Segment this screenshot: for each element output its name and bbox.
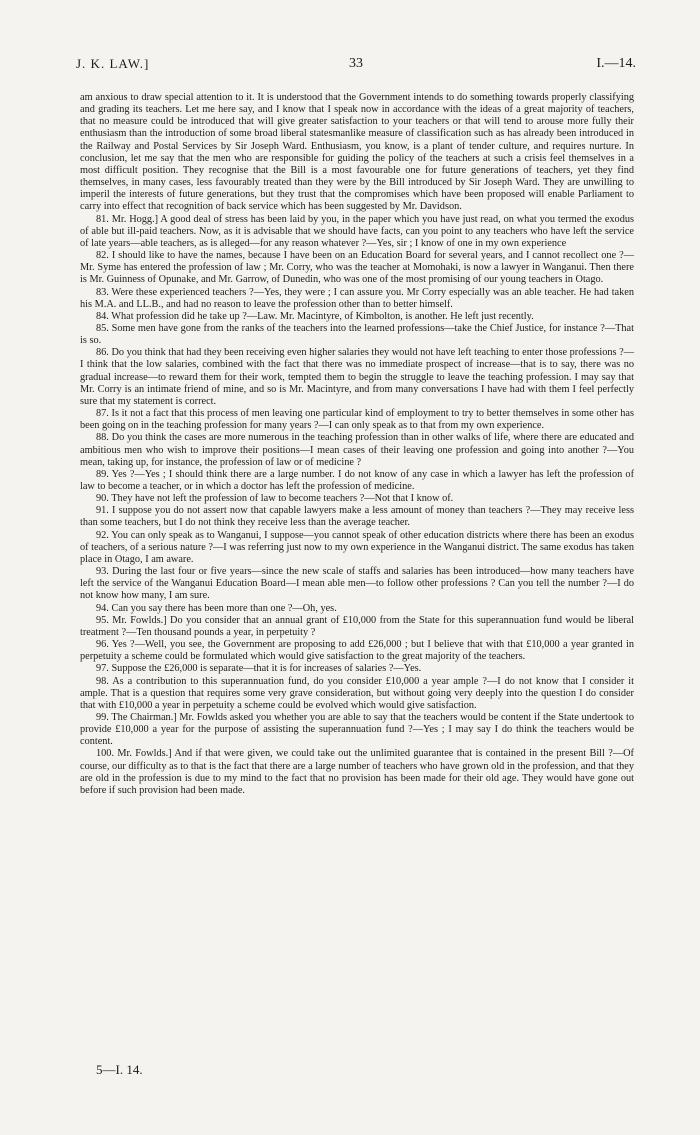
page-footer: 5—I. 14. xyxy=(96,1062,143,1077)
paragraph: 98. As a contribution to this superannuation fund, do you consider £10,000 a year ample ?—I do not know that I consider it ample. That is a question that requires some very grave consideration, but without going very deeply into the question I do consider that with £10,000 a year in perpetuity a scheme could be evolved which would give satisfaction. xyxy=(80,675,634,711)
paragraph: 96. Yes ?—Well, you see, the Government are proposing to add £26,000 ; but I believe that with that £10,000 a year granted in perpetuity a scheme could be formulated which would give satisfaction to the great majority of the teachers. xyxy=(80,639,634,663)
body-text xyxy=(80,92,634,797)
paragraph: 91. I suppose you do not assert now that capable lawyers make a less amount of money than teachers ?—They may receive less than some teachers, but I do not think they receive less than the average teacher. xyxy=(80,505,634,529)
document-reference: I.—14. xyxy=(596,56,636,71)
paragraph: 93. During the last four or five years—since the new scale of staffs and salaries has been introduced—how many teachers have left the service of the Wanganui Education Board—I mean able men—to follow other professions ? Can you tell the number ?—I do not know how many, I am sure. xyxy=(80,566,634,602)
paragraph: 85. Some men have gone from the ranks of the teachers into the learned professions—take the Chief Justice, for instance ?—That is so. xyxy=(80,322,634,347)
header-author: J. K. LAW.] xyxy=(76,56,150,71)
paragraph: 92. You can only speak as to Wanganui, I suppose—you cannot speak of other education districts where there has been an exodus of teachers, of a serious nature ?—I was referring just now to my own experience in the Wanganui district. The same exodus has taken place in Otago, I am aware. xyxy=(80,529,634,565)
paragraph: 86. Do you think that had they been receiving even higher salaries they would not have left teaching to enter those professions ?—I think that the low salaries, combined with the fact that there was no immediate prospect of increase—that is to say, there was no gradual increase—to reward them for their work, tempted them to begin the struggle to leave the teaching profession. I may say that Mr. Corry is an intimate friend of mine, and so is Mr. Macintyre, and from many conversations I have had with them I feel perfectly sure that my statement is correct. xyxy=(80,347,634,407)
paragraph: 89. Yes ?—Yes ; I should think there are a large number. I do not know of any case in which a lawyer has left the profession of law to become a teacher, or in which a doctor has left the profession of medicine. xyxy=(80,468,634,492)
paragraph: 97. Suppose the £26,000 is separate—that it is for increases of salaries ?—Yes. xyxy=(96,663,422,675)
paragraph: 94. Can you say there has been more than one ?—Oh, yes. xyxy=(96,602,337,614)
page-number: 33 xyxy=(349,56,363,71)
paragraph: 100. Mr. Fowlds.] And if that were given, we could take out the unlimited guarantee that is contained in the present Bill ?—Of course, our difficulty as to that is the fact that there are a large number of teachers who have grown old in the profession, and that they are old in the profession is due to my mind to the fact that no provision has been made for their old age. They would have gone out before if such provision had been made. xyxy=(80,748,634,796)
paragraph: 84. What profession did he take up ?—Law. Mr. Macintyre, of Kimbolton, is another. He left just recently. xyxy=(96,310,534,322)
paragraph: 81. Mr. Hogg.] A good deal of stress has been laid by you, in the paper which you have just read, on what you termed the exodus of able but ill-paid teachers. Now, as it is advisable that we should have facts, can you point to any teachers who have left the service of late years—able teachers, as is alleged—for any reason whatever ?—Yes, sir ; I know of one in my own experience xyxy=(80,213,634,249)
paragraph: 83. Were these experienced teachers ?—Yes, they were ; I can assure you. Mr Corry especially was an able teacher. He had taken his M.A. and LL.B., and had no reason to leave the profession other than to better himself. xyxy=(80,286,634,310)
page-header xyxy=(76,56,636,76)
paragraph: 88. Do you think the cases are more numerous in the teaching profession than in other walks of life, where there are educated and ambitious men who wish to improve their positions—I mean cases of their leaving one profession and going into another ?—You mean, taking up, for instance, the profession of law or of medicine ? xyxy=(80,432,634,468)
paragraph: 87. Is it not a fact that this process of men leaving one particular kind of employment to try to better themselves in some other has been going on in the teaching profession for many years ?—I can only speak as to that from my own experience. xyxy=(80,408,634,432)
paragraph: 90. They have not left the profession of law to become teachers ?—Not that I know of. xyxy=(96,493,454,505)
paragraph: 82. I should like to have the names, because I have been on an Education Board for several years, and I cannot recollect one ?—Mr. Syme has entered the profession of law ; Mr. Corry, who was the teacher at Momohaki, is now a lawyer in Wanganui. Then there is Mr. Guinness of Opunake, and Mr. Garrow, of Dunedin, who was one of the most promising of our young teachers in Otago. xyxy=(80,250,634,286)
paragraph: 99. The Chairman.] Mr. Fowlds asked you whether you are able to say that the teachers would be content if the State undertook to provide £10,000 a year for the purpose of assisting the superannuation fund ?—Yes ; I may say I do think the teachers would be content. xyxy=(80,711,634,748)
paragraph: 95. Mr. Fowlds.] Do you consider that an annual grant of £10,000 from the State for this superannuation fund would be liberal treatment ?—Ten thousand pounds a year, in perpetuity ? xyxy=(80,614,634,638)
paragraph: am anxious to draw special attention to it. It is understood that the Government intends to do something towards properly classifying and grading its teachers. Let me here say, and I know that I speak now in accordance with the ideas of a great majority of teachers, that no measure could be introduced that will give greater satisfaction to your teachers or that will tend to arouse more fully their enthusiasm than the introduction of some broad liberal statesmanlike measure of classification such as has already been introduced in the Railway and Postal Services by Sir Joseph Ward. Enthusiasm, you know, is a plant of tender culture, and requires nurture. In conclusion, let me say that the men who are responsible for guiding the policy of the teachers at such a crisis feel themselves in a most difficult position. They recognise that the Bill is a most favourable one for future generations of teachers, yet they find themselves, in many cases, less favourably treated than they were by the Bill introduced by Sir Joseph Ward. They are unwilling to imperil the interests of future generations, but they trust that the compromises which have been proposed will enable Parliament to carry into effect that recognition of back service which has been suggested by Mr. Davidson. xyxy=(80,92,634,213)
